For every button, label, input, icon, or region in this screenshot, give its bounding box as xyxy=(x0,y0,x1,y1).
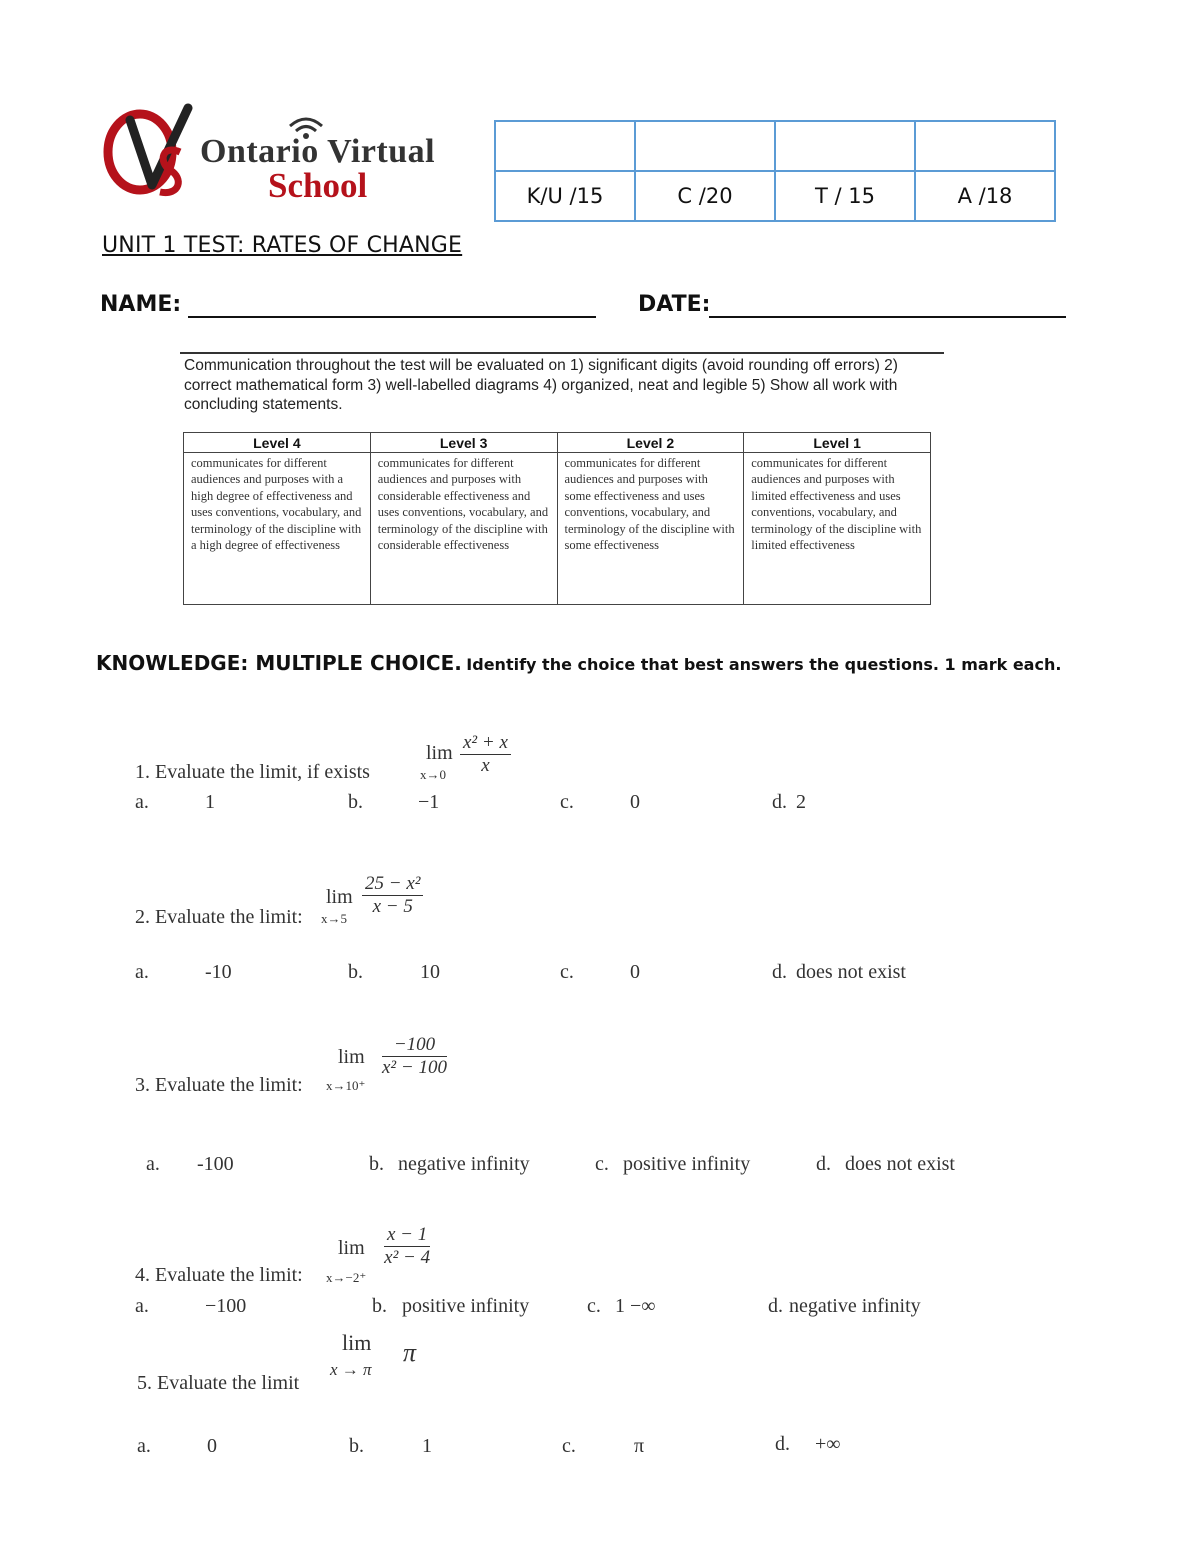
option-a-letter[interactable]: a. xyxy=(146,1153,160,1175)
lim-symbol: lim xyxy=(342,1330,372,1355)
option-a-letter[interactable]: a. xyxy=(135,1295,149,1317)
option-a-value[interactable]: 0 xyxy=(207,1435,217,1457)
option-c-letter[interactable]: c. xyxy=(560,791,574,813)
option-d-letter[interactable]: d. xyxy=(772,791,787,813)
option-b-value[interactable]: 1 xyxy=(422,1435,432,1457)
option-a-value[interactable]: −100 xyxy=(205,1295,247,1317)
section-heading xyxy=(96,651,1061,675)
limit-approach: x→10⁺ xyxy=(326,1078,366,1093)
page-title: UNIT 1 TEST: RATES OF CHANGE xyxy=(102,233,463,258)
marks-label-a: A /18 xyxy=(915,171,1055,221)
limit-approach: x → π xyxy=(330,1360,372,1379)
option-d-letter[interactable]: d. xyxy=(768,1295,783,1317)
name-label: NAME: xyxy=(100,292,182,317)
lim-symbol: lim xyxy=(338,1046,365,1068)
divider xyxy=(180,352,944,354)
name-field[interactable] xyxy=(188,316,596,318)
question-prompt: 4. Evaluate the limit: xyxy=(135,1264,303,1286)
option-c-value[interactable]: positive infinity xyxy=(623,1153,751,1175)
marks-score-cell[interactable] xyxy=(635,121,775,171)
limit-fraction xyxy=(382,1034,447,1079)
option-d-letter[interactable]: d. xyxy=(775,1433,790,1455)
marks-score-cell[interactable] xyxy=(495,121,635,171)
logo-text-line2: School xyxy=(268,166,368,205)
section-title: KNOWLEDGE: MULTIPLE CHOICE. xyxy=(96,651,462,675)
option-c-letter[interactable]: c. xyxy=(562,1435,576,1457)
limit-expression: π xyxy=(403,1338,417,1367)
limit-approach: x→5 xyxy=(321,911,347,926)
fraction-denominator: x xyxy=(481,755,490,776)
fraction-denominator: x² − 100 xyxy=(382,1057,447,1078)
option-b-letter[interactable]: b. xyxy=(349,1435,364,1457)
limit-fraction xyxy=(362,873,423,918)
option-a-letter[interactable]: a. xyxy=(135,961,149,983)
option-d-value[interactable]: +∞ xyxy=(815,1433,841,1455)
option-d-letter[interactable]: d. xyxy=(772,961,787,983)
option-a-value[interactable]: -10 xyxy=(205,961,232,983)
marks-label-t: T / 15 xyxy=(775,171,915,221)
fraction-numerator: x² + x xyxy=(460,732,511,755)
option-c-value[interactable]: 1 −∞ xyxy=(615,1295,656,1317)
fraction-numerator: −100 xyxy=(382,1034,447,1057)
option-c-value[interactable]: 0 xyxy=(630,961,640,983)
rubric-header: Level 4 xyxy=(184,433,371,453)
option-b-value[interactable]: 10 xyxy=(420,961,440,983)
option-b-letter[interactable]: b. xyxy=(348,961,363,983)
lim-symbol: lim xyxy=(326,886,353,908)
rubric-header: Level 3 xyxy=(370,433,557,453)
option-c-letter[interactable]: c. xyxy=(560,961,574,983)
limit-approach: x→−2⁺ xyxy=(326,1270,367,1285)
option-a-value[interactable]: 1 xyxy=(205,791,215,813)
rubric-cell: communicates for different audiences and purposes with some effectiveness and uses conventions, vocabulary, and terminology of the discipline with some effectiveness xyxy=(557,453,744,605)
marks-label-ku: K/U /15 xyxy=(495,171,635,221)
logo-text-line1: Ontario Virtual xyxy=(200,133,436,170)
option-a-value[interactable]: -100 xyxy=(197,1153,234,1175)
rubric-table xyxy=(183,432,931,605)
fraction-denominator: x − 5 xyxy=(372,896,413,917)
option-c-letter[interactable]: c. xyxy=(595,1153,609,1175)
option-d-value[interactable]: negative infinity xyxy=(789,1295,921,1317)
option-b-letter[interactable]: b. xyxy=(369,1153,384,1175)
option-b-value[interactable]: −1 xyxy=(418,791,440,813)
option-d-value[interactable]: does not exist xyxy=(845,1153,955,1175)
marks-label-c: C /20 xyxy=(635,171,775,221)
option-b-value[interactable]: negative infinity xyxy=(398,1153,530,1175)
marks-table xyxy=(494,120,1056,222)
option-c-letter[interactable]: c. xyxy=(587,1295,601,1317)
rubric-cell: communicates for different audiences and purposes with limited effectiveness and uses conventions, vocabulary, and terminology of the discipline with limited effectiveness xyxy=(744,453,931,605)
option-b-value[interactable]: positive infinity xyxy=(402,1295,530,1317)
option-c-value[interactable]: π xyxy=(634,1435,645,1457)
fraction-denominator: x² − 4 xyxy=(384,1247,431,1268)
question-prompt: 5. Evaluate the limit xyxy=(137,1372,300,1394)
communication-note: Communication throughout the test will be evaluated on 1) significant digits (avoid rounding off errors) 2) correct mathematical form 3) well-labelled diagrams 4) organized, neat and legible 5) Show all work with concluding statements. xyxy=(184,357,898,413)
question-prompt: 3. Evaluate the limit: xyxy=(135,1074,303,1096)
ovs-monogram-icon xyxy=(100,100,210,210)
limit-fraction xyxy=(460,732,511,777)
limit-fraction xyxy=(384,1224,430,1269)
option-d-letter[interactable]: d. xyxy=(816,1153,831,1175)
fraction-numerator: 25 − x² xyxy=(362,873,423,896)
lim-symbol: lim xyxy=(338,1237,365,1259)
rubric-header: Level 2 xyxy=(557,433,744,453)
option-b-letter[interactable]: b. xyxy=(372,1295,387,1317)
option-d-value[interactable]: does not exist xyxy=(796,961,906,983)
option-c-value[interactable]: 0 xyxy=(630,791,640,813)
question-prompt: 1. Evaluate the limit, if exists xyxy=(135,761,370,783)
option-d-value[interactable]: 2 xyxy=(796,791,806,813)
rubric-cell: communicates for different audiences and purposes with considerable effectiveness and uses conventions, vocabulary, and terminology of the discipline with considerable effectiveness xyxy=(370,453,557,605)
date-field[interactable] xyxy=(709,316,1066,318)
lim-symbol: lim xyxy=(426,742,453,764)
limit-approach: x→0 xyxy=(420,767,446,782)
option-b-letter[interactable]: b. xyxy=(348,791,363,813)
option-a-letter[interactable]: a. xyxy=(135,791,149,813)
date-label: DATE: xyxy=(638,292,711,317)
marks-score-cell[interactable] xyxy=(775,121,915,171)
question-prompt: 2. Evaluate the limit: xyxy=(135,906,303,928)
rubric-cell: communicates for different audiences and purposes with a high degree of effectiveness and uses conventions, vocabulary, and terminology of the discipline with a high degree of effectiveness xyxy=(184,453,371,605)
rubric-header: Level 1 xyxy=(744,433,931,453)
option-a-letter[interactable]: a. xyxy=(137,1435,151,1457)
fraction-numerator: x − 1 xyxy=(384,1224,430,1247)
marks-score-cell[interactable] xyxy=(915,121,1055,171)
section-instruction: Identify the choice that best answers the questions. 1 mark each. xyxy=(466,655,1062,674)
